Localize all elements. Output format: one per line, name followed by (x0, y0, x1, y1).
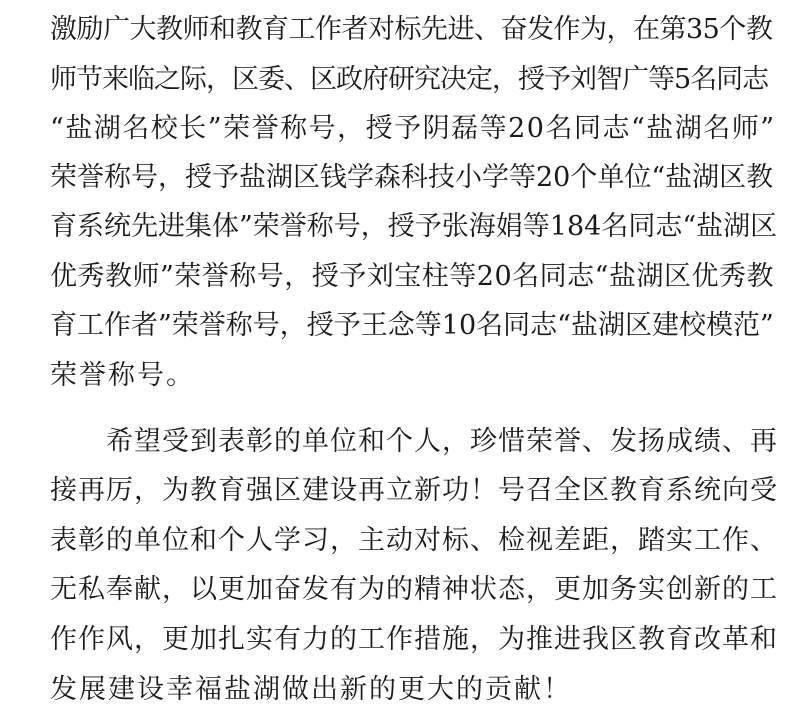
text-line: “盐湖名校长”荣誉称号，授予阴磊等20名同志“盐湖名师” (50, 113, 776, 144)
text-line: 育工作者”荣誉称号，授予王念等10名同志“盐湖区建校模范” (50, 310, 774, 341)
text-line: 荣誉称号，授予盐湖区钱学森科技小学等20个单位“盐湖区教 (50, 162, 774, 193)
text-line: 发展建设幸福盐湖做出新的更大的贡献！ (50, 674, 572, 705)
text-line: 师节来临之际，区委、区政府研究决定，授予刘智广等5名同志 (50, 64, 769, 95)
text-line: 激励广大教师和教育工作者对标先进、奋发作为，在第35个教 (50, 14, 773, 45)
text-line: 表彰的单位和个人学习，主动对标、检视差距，踏实工作、 (50, 525, 778, 556)
text-line: 接再厉，为教育强区建设再立新功！号召全区教育系统向受 (50, 475, 778, 506)
text-line: 荣誉称号。 (50, 360, 195, 391)
text-line: 无私奉献，以更加奋发有为的精神状态，更加务实创新的工 (50, 574, 778, 605)
text-line: 育系统先进集体”荣誉称号，授予张海娟等184名同志“盐湖区 (50, 211, 778, 242)
text-line: 作作风，更加扎实有力的工作措施，为推进我区教育改革和 (50, 624, 778, 655)
text-line: 希望受到表彰的单位和个人，珍惜荣誉、发扬成绩、再 (106, 426, 778, 457)
text-line: 优秀教师”荣誉称号，授予刘宝柱等20名同志“盐湖区优秀教 (50, 261, 774, 292)
